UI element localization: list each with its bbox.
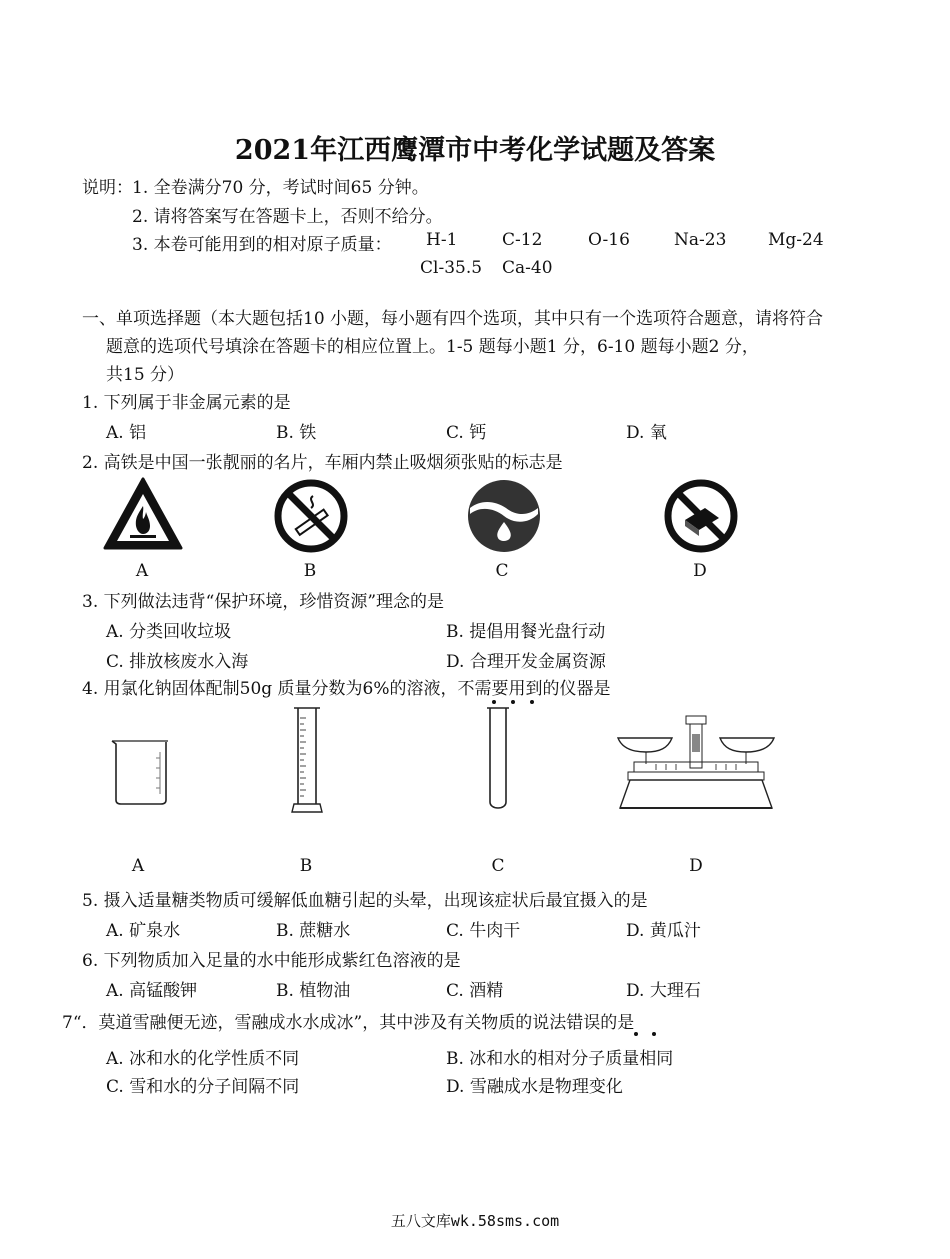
q1-stem: 1. 下列属于非金属元素的是 (82, 393, 291, 413)
note-3: 3. 本卷可能用到的相对原子质量： (132, 235, 392, 255)
mass-cl: Cl-35.5 (420, 258, 483, 278)
emphasis-dot (530, 700, 534, 704)
q1-option-a: A. 铝 (106, 423, 147, 443)
q4-label-a: A (131, 856, 145, 876)
footer-watermark: 五八文库wk.58sms.com (390, 1212, 560, 1230)
beaker-icon (110, 738, 170, 808)
q3-option-a: A. 分类回收垃圾 (106, 622, 232, 642)
notes-prefix: 说明： (82, 178, 133, 198)
no-matches-sign-icon (663, 478, 739, 554)
q4-stem: 4. 用氯化钠固体配制50g 质量分数为6%的溶液，不需要用到的仪器是 (82, 679, 611, 699)
q5-stem: 5. 摄入适量糖类物质可缓解低血糖引起的头晕，出现该症状后最宜摄入的是 (82, 891, 648, 911)
mass-h: H-1 (426, 230, 458, 250)
q6-option-c: C. 酒精 (446, 981, 504, 1001)
graduated-cylinder-icon (290, 706, 324, 814)
q5-option-c: C. 牛肉干 (446, 921, 521, 941)
q1-option-c: C. 钙 (446, 423, 487, 443)
q6-option-a: A. 高锰酸钾 (106, 981, 198, 1001)
q1-option-d: D. 氧 (626, 423, 667, 443)
q5-option-b: B. 蔗糖水 (276, 921, 351, 941)
page-title: 2021年江西鹰潭市中考化学试题及答案 (234, 135, 716, 166)
q2-label-c: C (495, 561, 509, 581)
q3-option-d: D. 合理开发金属资源 (446, 652, 606, 672)
no-smoking-sign-icon (273, 478, 349, 554)
emphasis-dot (492, 700, 496, 704)
q4-label-b: B (299, 856, 313, 876)
q2-label-d: D (693, 561, 707, 581)
section-heading-line2: 题意的选项代号填涂在答题卡的相应位置上。1-5 题每小题1 分，6-10 题每小题2 分， (106, 337, 759, 357)
q1-option-b: B. 铁 (276, 423, 317, 443)
q4-label-d: D (689, 856, 703, 876)
q2-label-a: A (135, 561, 149, 581)
q7-stem: 7“．莫道雪融便无迹，雪融成水水成冰”，其中涉及有关物质的说法错误的是 (62, 1013, 635, 1033)
flammable-warning-sign-icon (102, 476, 184, 552)
q6-option-d: D. 大理石 (626, 981, 701, 1001)
mass-o: O-16 (588, 230, 630, 250)
mass-c: C-12 (502, 230, 543, 250)
q3-stem: 3. 下列做法违背“保护环境，珍惜资源”理念的是 (82, 592, 445, 612)
q2-stem: 2. 高铁是中国一张靓丽的名片，车厢内禁止吸烟须张贴的标志是 (82, 453, 563, 473)
q7-option-c: C. 雪和水的分子间隔不同 (106, 1077, 300, 1097)
note-2: 2. 请将答案写在答题卡上，否则不给分。 (132, 207, 443, 227)
q6-option-b: B. 植物油 (276, 981, 351, 1001)
mass-ca: Ca-40 (502, 258, 553, 278)
q4-label-c: C (491, 856, 505, 876)
q3-option-b: B. 提倡用餐光盘行动 (446, 622, 606, 642)
test-tube-icon (486, 706, 510, 814)
mass-na: Na-23 (674, 230, 727, 250)
q5-option-d: D. 黄瓜汁 (626, 921, 701, 941)
q7-option-a: A. 冰和水的化学性质不同 (106, 1049, 300, 1069)
q6-stem: 6. 下列物质加入足量的水中能形成紫红色溶液的是 (82, 951, 461, 971)
q7-option-d: D. 雪融成水是物理变化 (446, 1077, 623, 1097)
note-1: 1. 全卷满分70 分，考试时间65 分钟。 (132, 178, 429, 198)
q5-option-a: A. 矿泉水 (106, 921, 181, 941)
section-heading-line3: 共15 分） (106, 365, 185, 385)
emphasis-dot (652, 1032, 656, 1036)
emphasis-dot (634, 1032, 638, 1036)
emphasis-dot (511, 700, 515, 704)
q2-label-b: B (303, 561, 317, 581)
q7-option-b: B. 冰和水的相对分子质量相同 (446, 1049, 674, 1069)
q3-option-c: C. 排放核废水入海 (106, 652, 249, 672)
water-saving-sign-icon (466, 478, 542, 554)
mass-mg: Mg-24 (768, 230, 824, 250)
balance-scale-icon (616, 712, 776, 814)
section-heading-line1: 一、单项选择题（本大题包括10 小题，每小题有四个选项，其中只有一个选项符合题意，请将符合 (82, 309, 824, 329)
